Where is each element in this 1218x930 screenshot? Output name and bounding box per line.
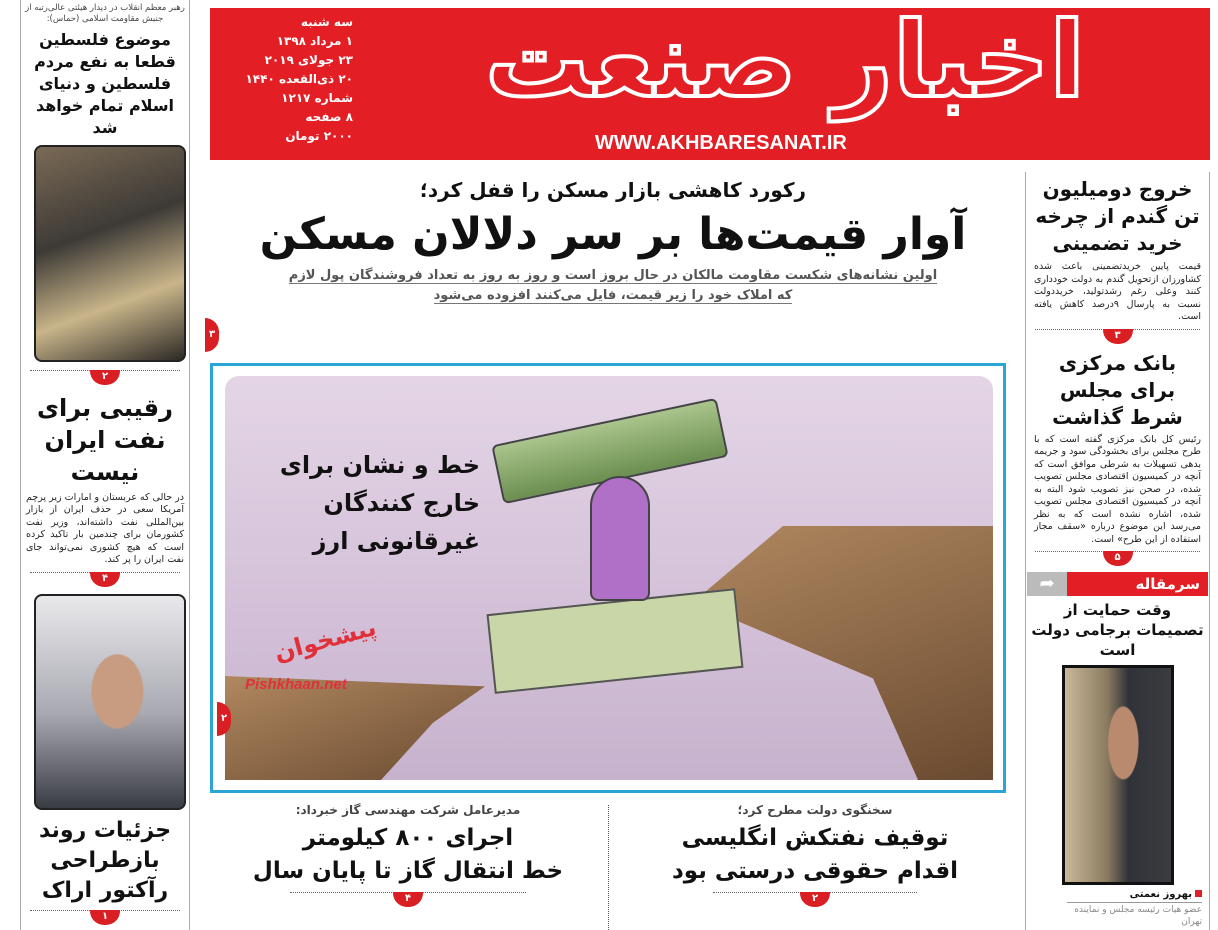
main-story	[228, 176, 998, 306]
page-ref-badge[interactable]: ۲	[217, 702, 231, 736]
left-story-1[interactable]	[22, 3, 188, 139]
issue-number: شماره ۱۲۱۷	[281, 91, 353, 105]
story-headline-line-2: خط انتقال گاز تا پایان سال	[252, 858, 564, 884]
author-role: عضو هیات رئیسه مجلس و نماینده تهران	[1074, 905, 1202, 927]
left-story-2[interactable]	[22, 392, 188, 567]
editorial-arrow-icon: ➦	[1027, 572, 1067, 596]
left-story-3-headline[interactable]: جزئیات روند بازطراحی رآکتور اراک	[38, 818, 172, 903]
date-persian: ۱ مرداد ۱۳۹۸	[276, 34, 353, 48]
story-body: رئیس کل بانک مرکزی گفته است که با طرح مجلس برای بخشودگی سود و جریمه بدهی تسهیلات به شرطی موافق است که آنچه در کمیسیون اقتصادی مجلس تصویب شده، در صحن نیز تصویب شود البته به آنچه در کمیسیون اقتصادی مجلس تصویب شده، اشاره نشده است که به نظر می‌رسد این موضوع درباره «سقف مجاز استفاده از این طرح» است.	[1034, 433, 1201, 545]
story-kicker: رهبر معظم انقلاب در دیدار هیئتی عالی‌رتبه از جنبش مقاومت اسلامی (حماس):	[25, 3, 185, 24]
story-headline-line-2: اقدام حقوقی درستی بود	[671, 858, 959, 884]
editorial-title[interactable]: وقت حمایت از تصمیمات برجامی دولت است	[1031, 601, 1204, 659]
page-ref-badge[interactable]: ۳	[205, 318, 219, 352]
right-story-2[interactable]	[1027, 350, 1208, 547]
story-headline: خروج دومیلیون تن گندم از چرخه خرید تضمینی	[1035, 177, 1200, 255]
website-url[interactable]: WWW.AKHBARESANAT.IR	[595, 132, 847, 154]
cartoon-caption: خط و نشان برای خارج کنندگان غیرقانونی ارز	[279, 451, 480, 555]
tanker-story[interactable]	[615, 802, 1015, 910]
editorial-label: سرمقاله	[1067, 572, 1208, 596]
story-headline: بانک مرکزی برای مجلس شرط گذاشت	[1052, 350, 1183, 429]
date-hijri: ۲۰ ذی‌القعده ۱۴۴۰	[245, 72, 353, 86]
right-story-1[interactable]	[1027, 176, 1208, 324]
page-ref-badge[interactable]: ۱	[90, 910, 120, 925]
author-marker-icon	[1195, 890, 1202, 897]
divider	[282, 892, 534, 910]
masthead	[210, 0, 1210, 160]
cartoon-frame	[210, 363, 1006, 793]
divider	[22, 910, 188, 928]
divider	[1027, 329, 1208, 347]
masthead-dates	[218, 13, 353, 146]
author-name	[1067, 888, 1202, 903]
kamalvandi-photo	[34, 594, 186, 811]
newspaper-logo: اخبار صنعت	[485, 0, 1085, 121]
gas-story[interactable]	[212, 802, 604, 910]
subhead-line-2: که املاک خود را زیر قیمت، فایل می‌کنند افزوده می‌شود	[433, 288, 793, 303]
watermark-fa: پیشخوان	[271, 612, 380, 668]
leader-photo	[34, 145, 186, 362]
page-ref-badge[interactable]: ۲	[90, 370, 120, 385]
editorial-header	[1027, 572, 1208, 596]
story-body: در حالی که عربستان و امارات زیر پرچم آمریکا سعی در حذف ایران از بازار بین‌المللی نفت داشته‌اند، وزیر نفت کشورمان برای چندمین بار تاکید کرده است که هیچ کشوری نمی‌تواند جای نفت ایران را پر کند.	[26, 491, 184, 565]
page-ref-badge[interactable]: ۵	[1103, 551, 1133, 566]
divider	[22, 370, 188, 388]
page-ref-badge[interactable]: ۴	[393, 892, 423, 907]
author-photo	[1062, 665, 1174, 885]
date-gregorian: ۲۳ جولای ۲۰۱۹	[264, 53, 353, 67]
divider	[1027, 551, 1208, 569]
story-headline: موضوع فلسطین قطعا به نفع مردم فلسطین و دنیای اسلام تمام خواهد شد	[34, 30, 176, 137]
subhead-line-1: اولین نشانه‌های شکست مقاومت مالکان در حال بروز است و روز به روز به تعداد فروشندگان پول لازم	[288, 268, 938, 283]
page-ref-badge[interactable]: ۳	[1103, 329, 1133, 344]
page-ref-badge[interactable]: ۲	[800, 892, 830, 907]
cartoon-image	[225, 376, 993, 780]
main-subhead	[263, 266, 963, 306]
right-column	[1027, 176, 1208, 928]
main-kicker: رکورد کاهشی بازار مسکن را قفل کرد؛	[419, 178, 807, 202]
story-headline-line-1: اجرای ۸۰۰ کیلومتر	[302, 825, 514, 851]
man-figure	[590, 476, 650, 601]
bottom-divider	[608, 805, 609, 930]
razor-blade-dollar	[487, 588, 744, 694]
divider	[22, 572, 188, 590]
page-ref-badge[interactable]: ۴	[90, 572, 120, 587]
story-headline-line-1: توقیف نفتکش انگلیسی	[681, 825, 949, 851]
left-column	[22, 3, 188, 928]
price: ۲۰۰۰ تومان	[285, 129, 353, 143]
story-body: قیمت پایین خریدتضمینی باعث شده کشاورزان ازتحویل گندم به دولت خودداری کنند وعلی رغم رشدتولید، خریددولت نسبت به پارسال ۹درصد کاهش یافته است.	[1034, 261, 1201, 322]
main-headline[interactable]: آوار قیمت‌ها بر سر دلالان مسکن	[259, 209, 967, 260]
watermark-en: Pishkhaan.net	[245, 676, 347, 693]
page-count: ۸ صفحه	[305, 110, 353, 124]
story-kicker: سخنگوی دولت مطرح کرد؛	[737, 803, 893, 817]
divider	[705, 892, 925, 910]
date-weekday: سه شنبه	[300, 15, 353, 29]
story-headline: رقیبی برای نفت ایران نیست	[37, 393, 173, 486]
story-kicker: مدیرعامل شرکت مهندسی گاز خبرداد:	[295, 803, 521, 817]
author-name-text: بهروز نعمتی	[1129, 889, 1192, 900]
